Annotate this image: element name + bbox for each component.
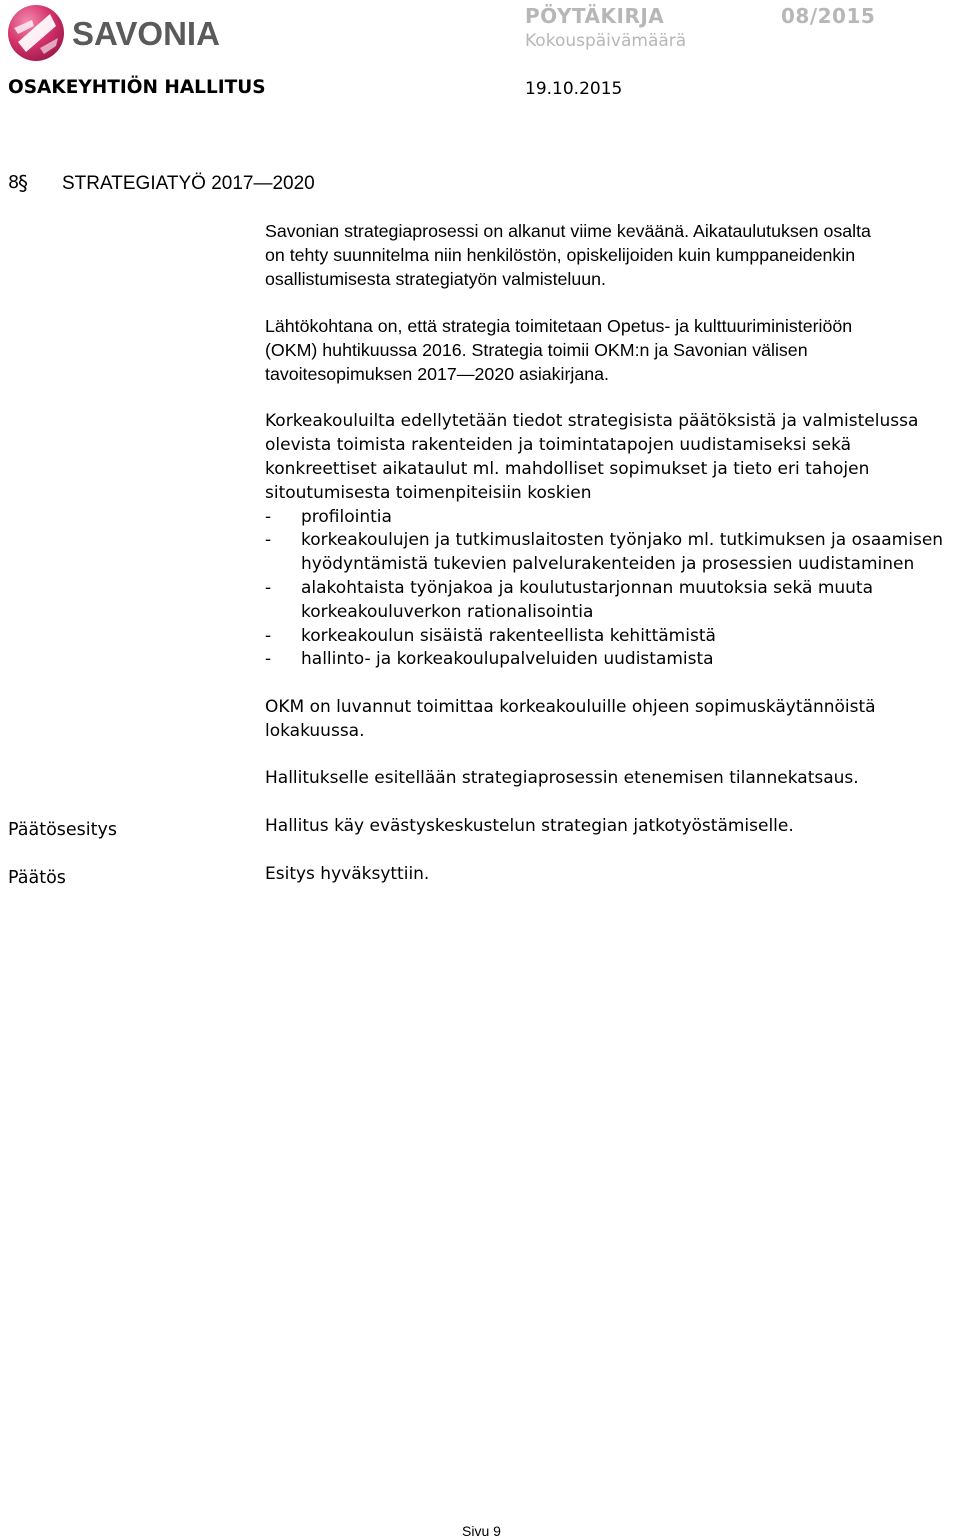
- savonia-logo-mark: [4, 2, 224, 64]
- paragraph-line: osallistumisesta strategiatyön valmisteluun.: [265, 268, 606, 289]
- paragraph-line: OKM on luvannut toimittaa korkeakouluille ohjeen sopimuskäytännöistä: [265, 696, 876, 717]
- list-dash: -: [265, 530, 272, 551]
- list-dash: -: [265, 625, 272, 646]
- paragraph-line: sitoutumisesta toimenpiteisiin koskien: [265, 482, 592, 503]
- decision-text-line: Esitys hyväksyttiin.: [265, 863, 430, 884]
- page-number: Sivu 9: [462, 1523, 501, 1539]
- paragraph-line: olevista toimista rakenteiden ja toimintatapojen uudistamiseksi sekä: [265, 435, 852, 456]
- paragraph-4: [265, 696, 955, 744]
- section-title: STRATEGIATYÖ 2017—2020: [62, 173, 315, 194]
- paragraph-line: Korkeakouluilta edellytetään tiedot strategisista päätöksistä ja valmistelussa: [265, 411, 919, 432]
- list-item: [265, 577, 955, 625]
- paragraph-line: Lähtökohtana on, että strategia toimitetaan Opetus- ja kulttuuriministeriöön: [265, 316, 853, 337]
- document-type: PÖYTÄKIRJA: [525, 4, 665, 28]
- list-item: [265, 625, 955, 649]
- list-item-line: alakohtaista työnjakoa ja koulutustarjonnan muutoksia sekä muuta: [301, 577, 874, 598]
- list-item-line: profilointia: [301, 506, 392, 527]
- paragraph-line: on tehty suunnitelma niin henkilöstön, opiskelijoiden kuin kumppaneidenkin: [265, 244, 856, 265]
- paragraph-line: tavoitesopimuksen 2017—2020 asiakirjana.: [265, 363, 609, 384]
- list-item-line: korkeakouluverkon rationalisointia: [301, 601, 594, 622]
- paragraph-line: Savonian strategiaprosessi on alkanut viime keväänä. Aikataulutuksen osalta: [265, 221, 871, 241]
- section-sign: §: [18, 171, 28, 195]
- requirements-list: [265, 506, 955, 673]
- list-dash: -: [265, 506, 272, 527]
- logo-text: SAVONIA: [72, 15, 220, 52]
- list-item-line: korkeakoulujen ja tutkimuslaitosten työnjako ml. tutkimuksen ja osaamisen: [301, 530, 944, 551]
- list-item-line: hallinto- ja korkeakoulupalveluiden uudistamista: [301, 649, 714, 670]
- meeting-date: 19.10.2015: [525, 79, 623, 99]
- paragraph-1: [265, 220, 955, 291]
- list-item: [265, 648, 955, 672]
- list-dash: -: [265, 649, 272, 670]
- section-number: 8: [8, 173, 20, 193]
- paragraph-3: [265, 410, 955, 505]
- proposal-label: Päätösesitys: [8, 820, 117, 840]
- proposal-text-line: Hallitus käy evästyskeskustelun strategian jatkotyöstämiselle.: [265, 815, 794, 836]
- organization-name: OSAKEYHTIÖN HALLITUS: [8, 77, 266, 98]
- paragraph-line: (OKM) huhtikuussa 2016. Strategia toimii OKM:n ja Savonian välisen: [265, 339, 808, 360]
- decision-text: [265, 863, 955, 887]
- paragraph-5: [265, 767, 955, 791]
- paragraph-2: [265, 315, 955, 386]
- paragraph-line: lokakuussa.: [265, 720, 365, 741]
- document-number: 08/2015: [781, 4, 876, 28]
- paragraph-line: konkreettiset aikataulut ml. mahdolliset sopimukset ja tieto eri tahojen: [265, 458, 870, 479]
- section-body: [265, 220, 955, 910]
- proposal-text: [265, 815, 955, 839]
- list-item-line: korkeakoulun sisäistä rakenteellista kehittämistä: [301, 625, 716, 646]
- list-item: [265, 506, 955, 530]
- list-item: [265, 529, 955, 577]
- list-dash: -: [265, 577, 272, 598]
- list-item-line: hyödyntämistä tukevien palvelurakenteiden ja prosessien uudistaminen: [301, 554, 915, 575]
- savonia-logo: [4, 2, 224, 64]
- decision-label: Päätös: [8, 868, 66, 888]
- paragraph-line: Hallitukselle esitellään strategiaprosessin etenemisen tilannekatsaus.: [265, 768, 859, 789]
- meeting-date-label: Kokouspäivämäärä: [525, 31, 687, 51]
